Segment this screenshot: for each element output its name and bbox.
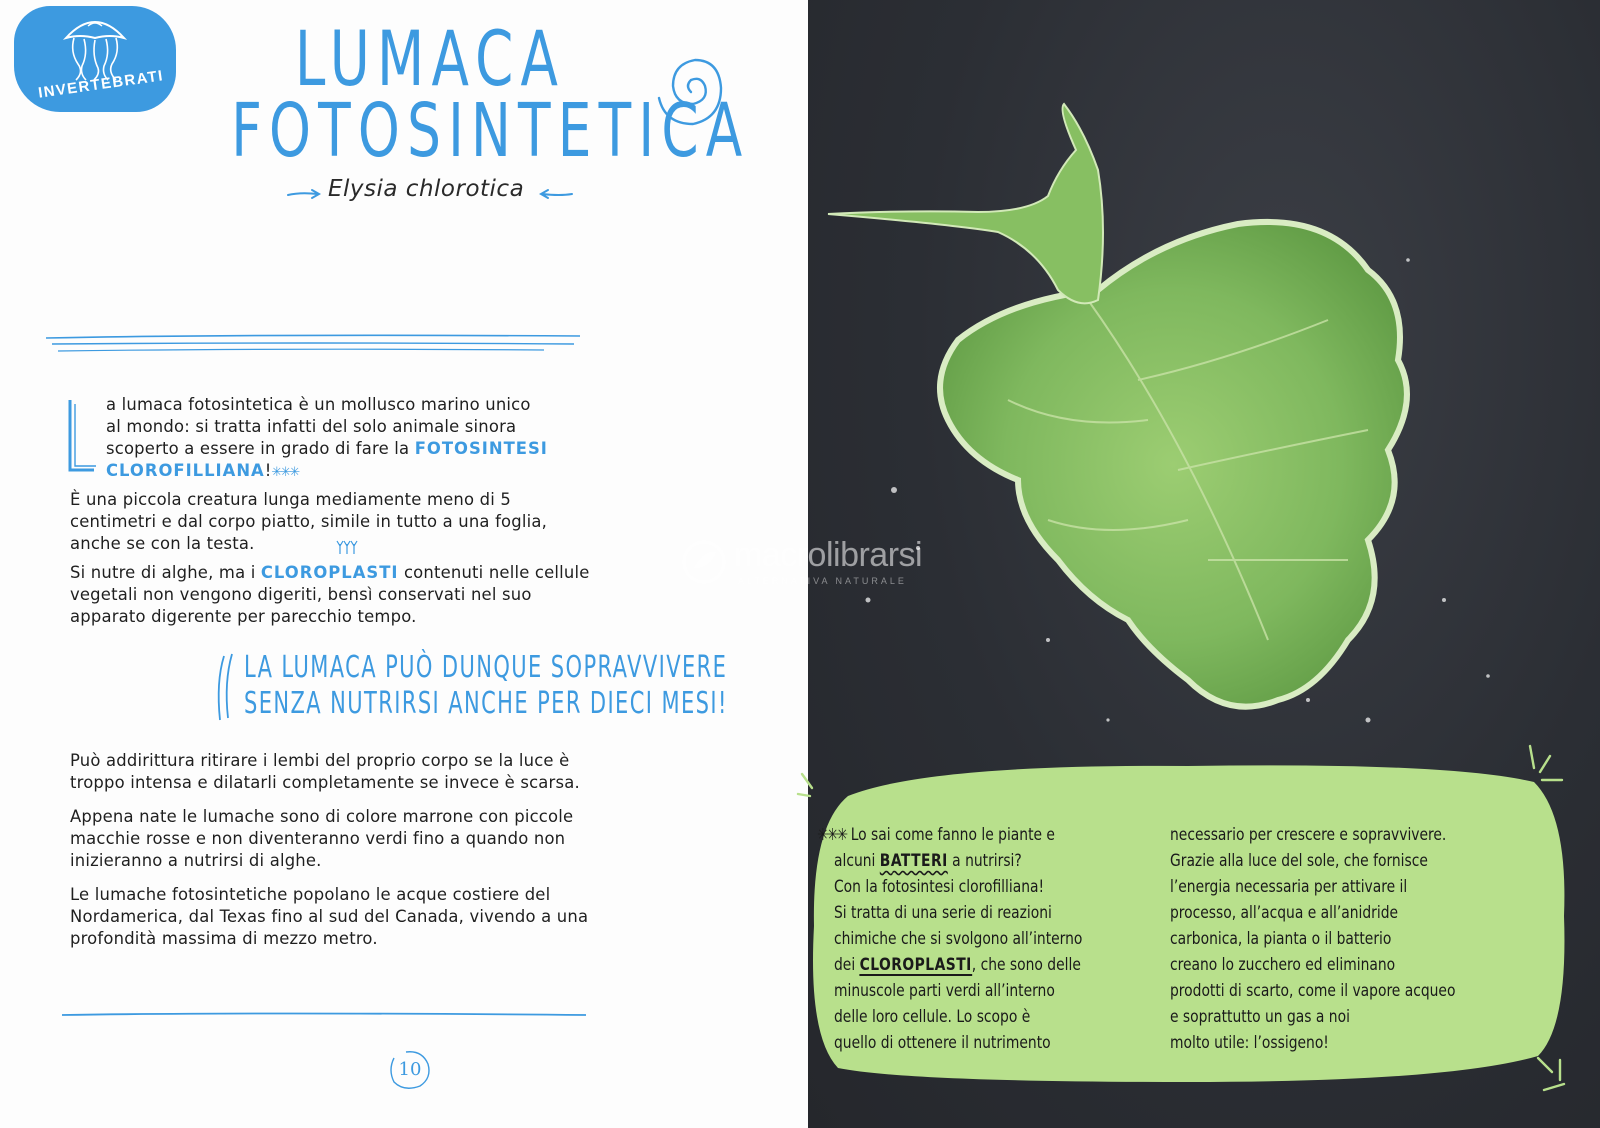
paragraph-habitat: Le lumache fotosintetiche popolano le acque costiere del Nordamerica, dal Texas fino al sud del Canada, vivendo a una profondità massima di mezzo metro. [70, 885, 589, 948]
spark-lines-icon [1530, 1050, 1590, 1110]
info-line: necessario per crescere e sopravvivere. [1170, 825, 1447, 844]
paragraph-intro-line-1: a lumaca fotosintetica è un mollusco marino unico [106, 395, 531, 414]
info-box-marker: ✳✳✳ [817, 825, 847, 844]
paragraph-intro [106, 394, 586, 484]
pull-quote-line-1: LA LUMACA PUÒ DUNQUE SOPRAVVIVERE [244, 650, 728, 685]
paragraph-light: Può addirittura ritirare i lembi del proprio corpo se la luce è troppo intensa e dilatarli completamente se invece è scarsa. [70, 751, 580, 792]
spiral-icon [655, 38, 727, 134]
info-line: Si tratta di una serie di reazioni [834, 903, 1052, 922]
info-line: quello di ottenere il nutrimento [834, 1033, 1051, 1052]
paragraph-intro-line-3-text: scoperto a essere in grado di fare la [106, 439, 410, 458]
drop-cap-l [64, 396, 98, 478]
arrow-left-icon [538, 188, 574, 200]
info-line-text: a nutrirsi? [952, 851, 1022, 870]
info-box-column-2 [1170, 822, 1490, 1056]
paragraph-diet-start: Si nutre di alghe, ma i [70, 563, 256, 582]
decorative-rule-bottom [60, 1010, 590, 1020]
info-line: molto utile: l’ossigeno! [1170, 1033, 1329, 1052]
info-line [834, 952, 1144, 978]
info-line: chimiche che si svolgono all’interno [834, 929, 1083, 948]
info-line: prodotti di scarto, come il vapore acqueo [1170, 981, 1456, 1000]
keyword-cloroplasti: CLOROPLASTI [260, 563, 399, 582]
keyword-clorofilliana: CLOROFILLIANA [106, 461, 265, 480]
info-box-column-1 [817, 822, 1144, 1056]
info-line: Grazie alla luce del sole, che fornisce [1170, 851, 1428, 870]
info-line: minuscole parti verdi all’interno [834, 981, 1055, 1000]
footnote-marker: ✳✳✳ [271, 465, 299, 480]
info-line: l’energia necessaria per attivare il [1170, 877, 1408, 896]
jellyfish-icon [54, 12, 136, 82]
info-line [817, 822, 1144, 848]
spark-lines-icon [796, 770, 836, 810]
info-line: processo, all’acqua e all’anidride [1170, 903, 1399, 922]
keyword-batteri: BATTERI [879, 851, 948, 870]
paragraph-size: È una piccola creatura lunga mediamente meno di 5 centimetri e dal corpo piatto, simile in tutto a una foglia, anche se con la testa. [70, 490, 548, 553]
page-title-line-1: LUMACA [294, 14, 566, 103]
category-badge [14, 6, 176, 112]
info-line-text: dei [834, 955, 856, 974]
info-line-text: , che sono delle [971, 955, 1081, 974]
watermark-brand: macrolibrarsi [734, 536, 923, 574]
keyword-cloroplasti-box: CLOROPLASTI [859, 955, 972, 974]
paragraph-intro-exclamation: ! [264, 461, 272, 480]
info-line: creano lo zucchero ed eliminano [1170, 955, 1396, 974]
watermark [680, 536, 980, 596]
paragraph-newborn: Appena nate le lumache sono di colore marrone con piccole macchie rosse e non diventeranno verdi fino a quando non inizieranno a nutrirsi di alghe. [70, 807, 574, 870]
watermark-tagline: ALTERNATIVA NATURALE [738, 576, 907, 586]
species-row [286, 172, 576, 212]
info-line: e soprattutto un gas a noi [1170, 1007, 1350, 1026]
arrow-right-icon [286, 188, 322, 200]
pull-quote-line-2: SENZA NUTRIRSI ANCHE PER DIECI MESI! [244, 686, 728, 721]
info-line-text: Lo sai come fanno le piante e [850, 825, 1055, 844]
paragraph-intro-line-4 [106, 460, 586, 484]
spark-lines-icon [1508, 740, 1568, 800]
quote-mark-icon [212, 652, 236, 724]
page-title-line-2: FOTOSINTETICA [231, 88, 750, 174]
info-line [834, 848, 1144, 874]
paragraph-diet [70, 562, 590, 628]
keyword-fotosintesi: FOTOSINTESI [414, 439, 548, 458]
paragraph-intro-line-3 [106, 438, 586, 460]
paragraph-diet-end: contenuti nelle cellule vegetali non vengono digeriti, bensì conservati nel suo apparato digerente per parecchio tempo. [70, 563, 590, 626]
page-number: 10 [398, 1059, 422, 1080]
info-line: carbonica, la pianta o il batterio [1170, 929, 1392, 948]
paragraph-intro-line-2: al mondo: si tratta infatti del solo animale sinora [106, 417, 517, 436]
species-name: Elysia chlorotica [328, 176, 525, 202]
info-line: Con la fotosintesi clorofilliana! [834, 877, 1045, 896]
info-line-text: alcuni [834, 851, 876, 870]
info-line: delle loro cellule. Lo scopo è [834, 1007, 1031, 1026]
leaf-logo-icon [680, 538, 728, 586]
sprout-icon [336, 538, 358, 556]
decorative-rule-top [44, 332, 584, 356]
category-label: INVERTEBRATI [37, 67, 165, 102]
